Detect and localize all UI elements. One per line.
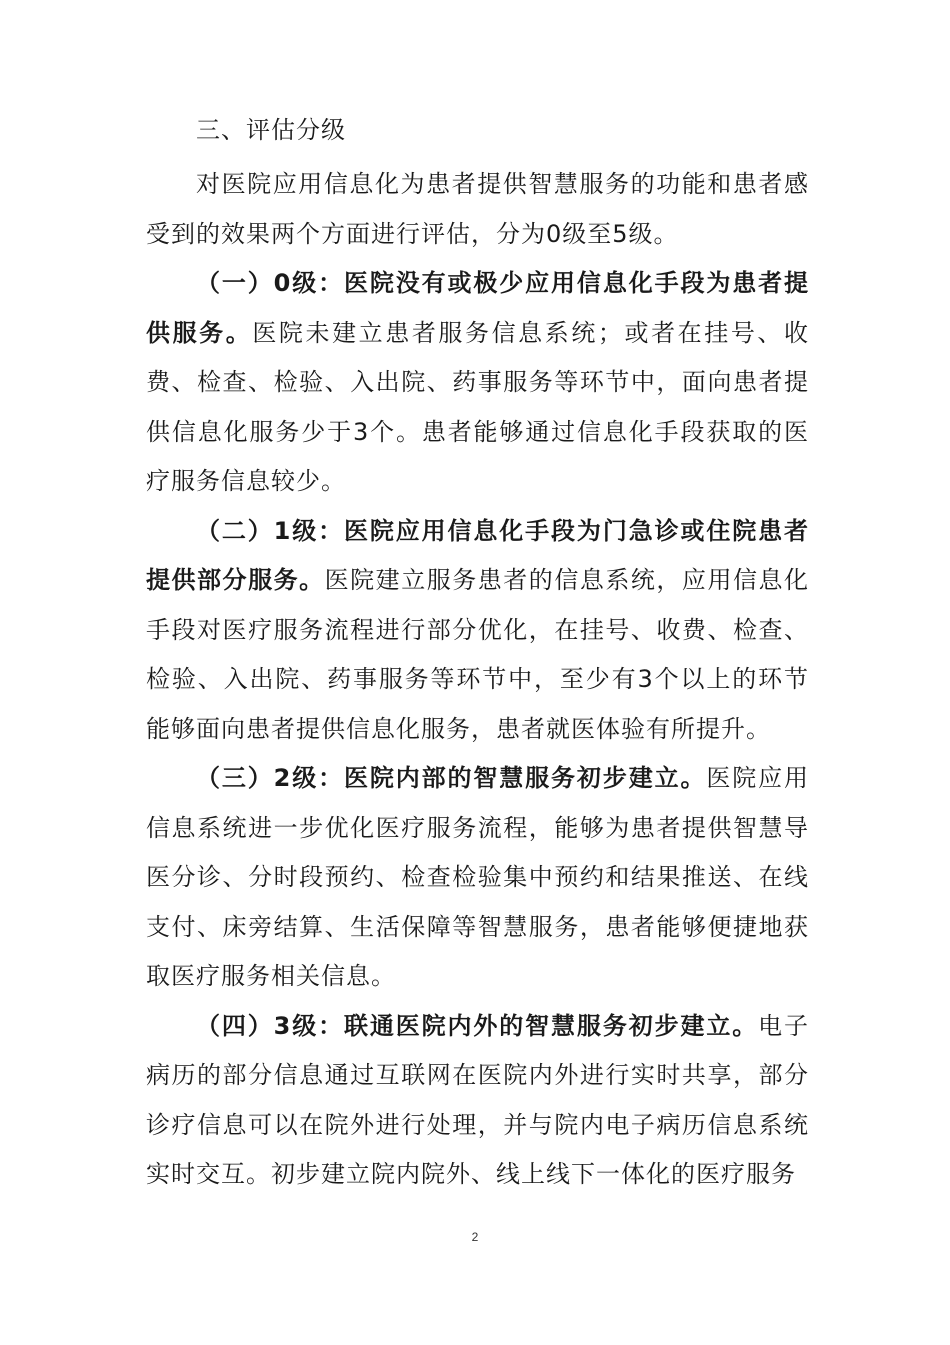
level-2-title: （三）2级：医院内部的智慧服务初步建立。 — [196, 764, 707, 792]
level-0-text: 医院未建立患者服务信息系统；或者在挂号、收费、检查、检验、入出院、药事服务等环节中，面向患者提供信息化服务少于3个。患者能够通过信息化手段获取的医疗服务信息较少。 — [146, 318, 810, 495]
level-2-text: 医院应用信息系统进一步优化医疗服务流程，能够为患者提供智慧导医分诊、分时段预约、检查检验集中预约和结果推送、在线支付、床旁结算、生活保障等智慧服务，患者能够便捷地获取医疗服务相关信息。 — [146, 764, 810, 990]
section-heading: 三、评估分级 — [196, 116, 346, 144]
level-3-paragraph — [146, 1002, 809, 1200]
page-number: 2 — [471, 1230, 479, 1244]
intro-paragraph: 对医院应用信息化为患者提供智慧服务的功能和患者感受到的效果两个方面进行评估，分为0级至5级。 — [146, 170, 809, 248]
level-2-paragraph — [146, 754, 809, 1002]
section-body — [146, 160, 809, 1200]
level-0-title: （一）0级：医院没有或极少应用信息化手段为患者提供服务。 — [146, 269, 809, 347]
level-1-title: （二）1级：医院应用信息化手段为门急诊或住院患者提供部分服务。 — [146, 516, 809, 594]
level-1-paragraph — [146, 507, 809, 755]
level-1-text: 医院建立服务患者的信息系统，应用信息化手段对医疗服务流程进行部分优化，在挂号、收费、检查、检验、入出院、药事服务等环节中，至少有3个以上的环节能够面向患者提供信息化服务，患者就医体验有所提升。 — [146, 566, 809, 743]
level-3-title: （四）3级：联通医院内外的智慧服务初步建立。 — [196, 1011, 759, 1040]
level-3-text: 电子病历的部分信息通过互联网在医院内外进行实时共享，部分诊疗信息可以在院外进行处理，并与院内电子病历信息系统实时交互。初步建立院内院外、线上线下一体化的医疗服务 — [146, 1011, 810, 1188]
level-0-paragraph — [146, 259, 809, 507]
